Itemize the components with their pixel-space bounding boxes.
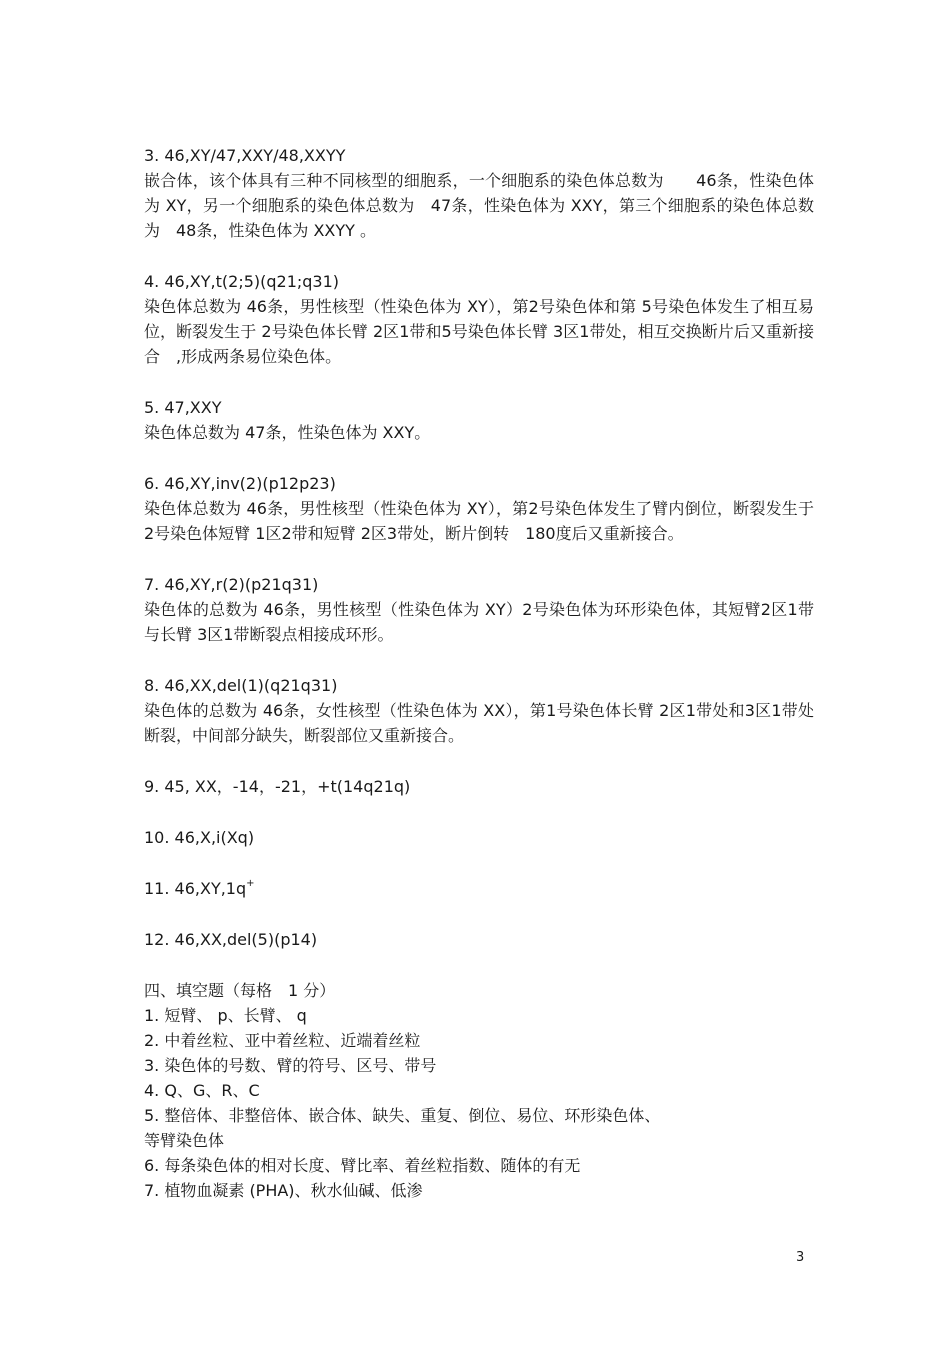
fill-in-blank-section (144, 978, 814, 1203)
karyotype-description: 染色体的总数为 46条，女性核型（性染色体为 XX），第1号染色体长臂 2区1带处和3区1带处断裂，中间部分缺失，断裂部位又重新接合。 (144, 701, 814, 745)
karyotype-notation: 10. 46,X,i(Xq) (144, 828, 255, 847)
section-title: 四、填空题（每格 1 分） (144, 981, 336, 1000)
karyotype-notation: 5. 47,XXY (144, 398, 222, 417)
fill-answer-line: 1. 短臂、 p、长臂、 q (144, 1006, 307, 1025)
karyotype-notation: 9. 45, XX，-14，-21，+t(14q21q) (144, 777, 411, 796)
answer-item-9 (144, 774, 814, 799)
answer-item-4 (144, 269, 814, 369)
answer-item-5 (144, 395, 814, 445)
superscript-plus: + (246, 877, 255, 889)
answer-item-3 (144, 143, 814, 243)
answer-item-8 (144, 673, 814, 748)
answer-item-10 (144, 825, 814, 850)
karyotype-notation-text: 11. 46,XY,1q (144, 879, 247, 898)
karyotype-notation: 6. 46,XY,inv(2)(p12p23) (144, 474, 336, 493)
fill-answer-line: 5. 整倍体、非整倍体、嵌合体、缺失、重复、倒位、易位、环形染色体、 (144, 1106, 661, 1125)
fill-answer-line: 7. 植物血凝素 (PHA)、秋水仙碱、低渗 (144, 1181, 423, 1200)
karyotype-description: 嵌合体，该个体具有三种不同核型的细胞系，一个细胞系的染色体总数为 46条，性染色体为 XY，另一个细胞系的染色体总数为 47条，性染色体为 XXY，第三个细胞系的染色体总数为 48条，性染色体为 XXYY 。 (144, 171, 814, 240)
fill-answer-line: 等臂染色体 (144, 1131, 225, 1150)
answer-item-11 (144, 876, 814, 901)
karyotype-description: 染色体总数为 46条，男性核型（性染色体为 XY），第2号染色体和第 5号染色体发生了相互易位，断裂发生于 2号染色体长臂 2区1带和5号染色体长臂 3区1带处，相互交换断片后又重新接合 ,形成两条易位染色体。 (144, 297, 814, 366)
page-number: 3 (796, 1250, 805, 1265)
answer-item-7 (144, 572, 814, 647)
karyotype-notation: 12. 46,XX,del(5)(p14) (144, 930, 318, 949)
fill-answer-line: 4. Q、G、R、C (144, 1081, 260, 1100)
answer-item-12 (144, 927, 814, 952)
karyotype-notation: 8. 46,XX,del(1)(q21q31) (144, 676, 338, 695)
karyotype-description: 染色体总数为 47条，性染色体为 XXY。 (144, 423, 431, 442)
fill-answer-line: 6. 每条染色体的相对长度、臂比率、着丝粒指数、随体的有无 (144, 1156, 581, 1175)
karyotype-notation: 4. 46,XY,t(2;5)(q21;q31) (144, 272, 340, 291)
answer-item-6 (144, 471, 814, 546)
karyotype-description: 染色体的总数为 46条，男性核型（性染色体为 XY）2号染色体为环形染色体，其短臂2区1带与长臂 3区1带断裂点相接成环形。 (144, 600, 814, 644)
answer-content (144, 143, 814, 1203)
fill-answer-line: 2. 中着丝粒、亚中着丝粒、近端着丝粒 (144, 1031, 421, 1050)
karyotype-notation (144, 876, 814, 901)
karyotype-notation: 3. 46,XY/47,XXY/48,XXYY (144, 146, 346, 165)
karyotype-notation: 7. 46,XY,r(2)(p21q31) (144, 575, 319, 594)
karyotype-description: 染色体总数为 46条，男性核型（性染色体为 XY），第2号染色体发生了臂内倒位，断裂发生于 2号染色体短臂 1区2带和短臂 2区3带处，断片倒转 180度后又重新接合。 (144, 499, 814, 543)
fill-answer-line: 3. 染色体的号数、臂的符号、区号、带号 (144, 1056, 437, 1075)
